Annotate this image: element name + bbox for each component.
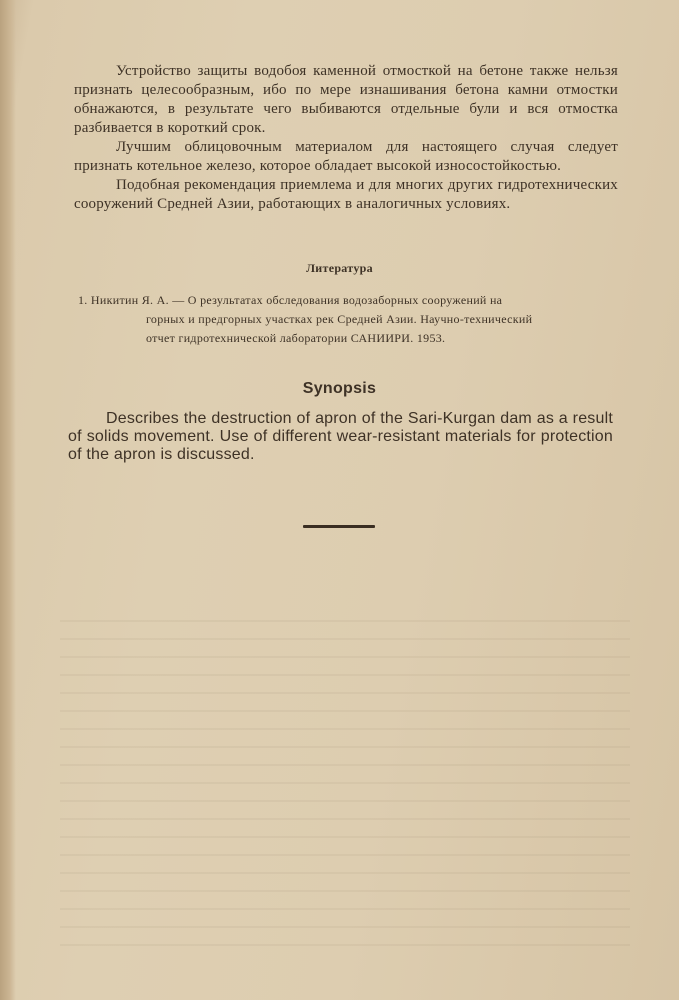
reference-entry-1	[78, 291, 618, 348]
reference-line-2: горных и предгорных участках рек Средней Азии. Научно-технический	[146, 312, 533, 326]
body-paragraph-2: Лучшим облицовочным материалом для настоящего случая следует признать котельное железо, которое обладает высокой износостойкостью.	[74, 139, 618, 174]
body-paragraph-1: Устройство защиты водобоя каменной отмосткой на бетоне также нельзя признать целесообразным, ибо по мере изнашивания бетона камни отмостки обнажаются, в результате чего выбиваются отдельные були и вся отмостка разбивается в короткий срок.	[74, 63, 618, 136]
literature-heading: Литература	[306, 261, 373, 275]
page-spine-shadow	[0, 0, 16, 1000]
end-rule	[303, 525, 375, 528]
body-text	[74, 62, 618, 214]
body-paragraph-3: Подобная рекомендация приемлема и для многих других гидротехнических сооружений Средней Азии, работающих в аналогичных условиях.	[74, 177, 618, 212]
reference-line-1: 1. Никитин Я. А. — О результатах обследования водозаборных сооружений на	[78, 293, 503, 307]
synopsis-title: Synopsis	[302, 380, 377, 397]
reference-line-3: отчет гидротехнической лаборатории САНИИРИ. 1953.	[146, 331, 446, 345]
synopsis-text: Describes the destruction of apron of the Sari-Kurgan dam as a result of solids movement. Use of different wear-resistant materials for protection of the apron is discussed.	[68, 410, 613, 463]
show-through-text	[60, 620, 630, 950]
